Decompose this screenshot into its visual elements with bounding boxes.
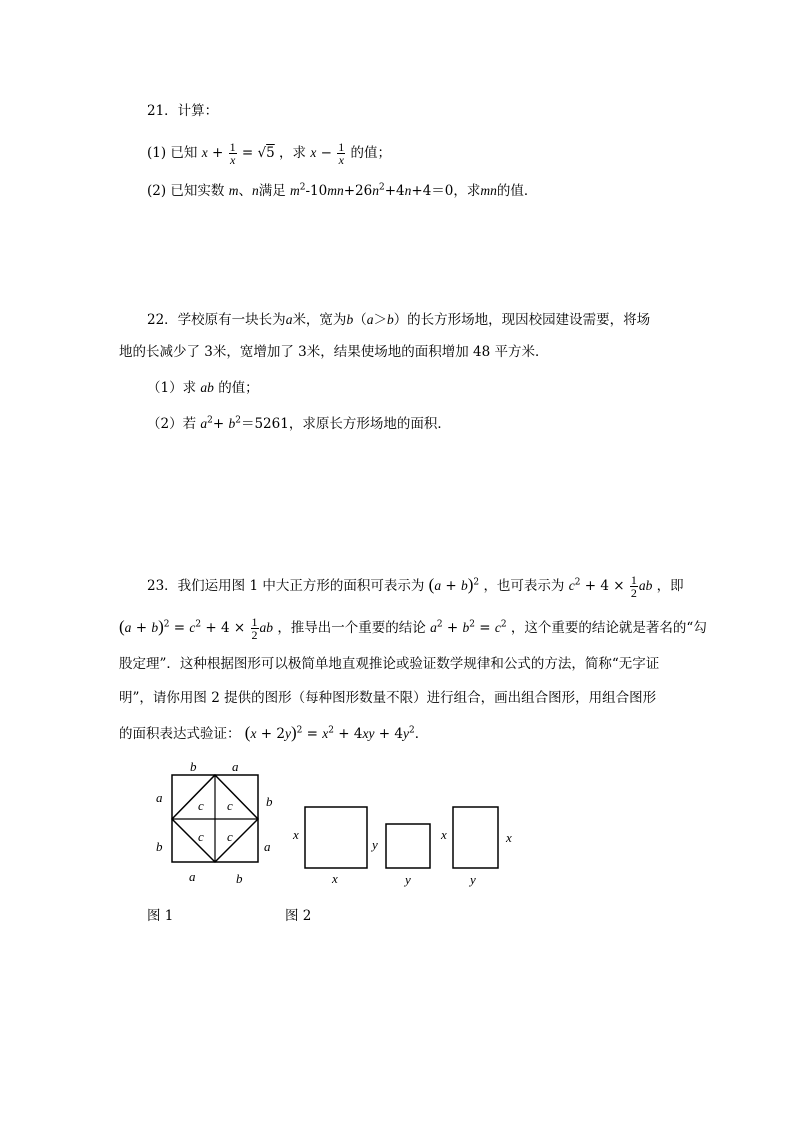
fig1-label-c2: c — [227, 798, 233, 813]
q22-part2: （2）若 $a^2+ b^2=5261$，求原长方形场地的面积． — [147, 415, 451, 432]
fig1-label-bottom-a: a — [189, 869, 196, 884]
figure-2-caption: 图 2 — [285, 908, 312, 924]
fig1-label-c3: c — [198, 829, 204, 844]
fig2-rectangle-xy — [453, 807, 498, 868]
fig1-label-right-b: b — [266, 794, 273, 809]
figure-2-diagram — [288, 795, 528, 890]
fig1-label-bottom-b: b — [236, 871, 243, 886]
fig1-label-left-a: a — [156, 790, 163, 805]
fig2-label-rect-y-bottom: y — [470, 872, 476, 887]
q21-part1-prefix: (1) 已知 — [147, 145, 198, 161]
fig2-label-sq-y-left: y — [372, 837, 378, 852]
fig2-square-x — [305, 807, 367, 868]
q23-line4: 明”，请你用图 2 提供的图形（每种图形数量不限）进行组合，画出组合图形，用组合图形 — [119, 690, 657, 706]
fig2-label-rect-x-right: x — [506, 830, 512, 845]
fig2-square-y — [386, 824, 430, 868]
figure-1-caption: 图 1 — [147, 908, 174, 924]
q22-line1: 22．学校原有一块长为a米，宽为b（a＞b）的长方形场地，现因校园建设需要，将场 — [147, 312, 651, 328]
fig1-label-right-a: a — [264, 839, 271, 854]
fig1-label-left-b: b — [156, 839, 163, 854]
q23-line2: $(a + b)^2 = c^2 + 4$ × $\frac{1}{2}$ ab ，推导出一个重要的结论 $a^2 + b^2 = c^2$ ，这个重要的结论就是著名的“勾 — [119, 615, 707, 642]
fig2-label-sq-x-bottom: x — [332, 871, 338, 886]
fig2-label-sq-x-left: x — [293, 827, 299, 842]
q23-line1: 23．我们运用图 1 中大正方形的面积可表示为 $(a + b)^2$ ，也可表示为 $c^2 + 4$ × $\frac{1}{2}$ ab ，即 — [147, 573, 684, 600]
q21-part1-mid: ，求 — [279, 145, 307, 161]
fig1-label-top-a: a — [232, 759, 239, 774]
fig2-label-rect-x-left: x — [441, 827, 447, 842]
q22-line2: 地的长减少了 3米，宽增加了 3米，结果使场地的面积增加 48 平方米． — [119, 344, 549, 360]
q21-heading: 21．计算： — [147, 103, 219, 119]
q21-part1: (1) 已知 x + $\frac{1}{x}$ = √5 ，求 x − $\frac{1}{x}$ 的值； — [147, 140, 392, 167]
q23-line3: 股定理”．这种根据图形可以极简单地直观推论或验证数学规律和公式的方法，简称“无字证 — [119, 656, 660, 672]
fig1-label-c1: c — [198, 798, 204, 813]
fig1-label-top-b: b — [190, 759, 197, 774]
figure-1-diagram — [140, 755, 290, 895]
q21-part2: (2) 已知实数 m、n满足 $m^2-10mn+26n^2+4n+4=0$，求mn的值． — [147, 182, 538, 199]
fig1-label-c4: c — [227, 829, 233, 844]
q21-part1-suffix: 的值； — [350, 145, 392, 161]
fig2-label-sq-y-bottom: y — [405, 872, 411, 887]
q23-line5: 的面积表达式验证： $(x + 2y)^2 = x^2 + 4xy + 4y^2$． — [119, 723, 429, 742]
q22-part1: （1）求 ab 的值； — [147, 380, 259, 396]
